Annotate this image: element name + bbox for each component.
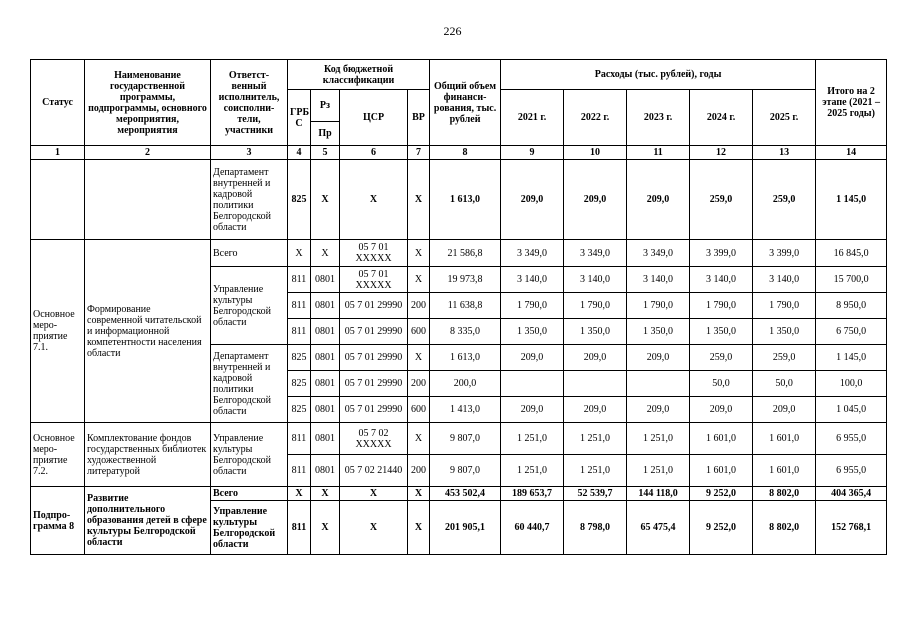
name-cell: Комплектование фондов государственных библиотек художественной литературой xyxy=(85,423,211,487)
year-2023-cell: 209,0 xyxy=(627,397,690,423)
year-2023-cell: 1 251,0 xyxy=(627,423,690,455)
year-2025-cell: 209,0 xyxy=(753,397,816,423)
header-2025: 2025 г. xyxy=(753,90,816,146)
rzpr-cell: X xyxy=(311,240,340,267)
header-name: Наименование государственной программы, подпрограммы, основного мероприятия, мероприятия xyxy=(85,60,211,146)
rzpr-cell: 0801 xyxy=(311,319,340,345)
year-2021-cell: 1 790,0 xyxy=(501,293,564,319)
column-index: 12 xyxy=(690,146,753,160)
header-budget-code: Код бюджетной классификации xyxy=(288,60,430,90)
vr-cell: 200 xyxy=(408,293,430,319)
csr-cell: X xyxy=(340,487,408,501)
header-2023: 2023 г. xyxy=(627,90,690,146)
year-2023-cell: 1 790,0 xyxy=(627,293,690,319)
page-number: 226 xyxy=(443,24,462,38)
grbs-cell: X xyxy=(288,487,311,501)
header-vr: ВР xyxy=(408,90,430,146)
status-cell: Основное меро-приятие 7.2. xyxy=(31,423,85,487)
vr-cell: X xyxy=(408,501,430,555)
status-cell xyxy=(31,160,85,240)
year-2022-cell: 8 798,0 xyxy=(564,501,627,555)
rzpr-cell: X xyxy=(311,501,340,555)
vr-cell: 200 xyxy=(408,455,430,487)
year-2025-cell: 3 140,0 xyxy=(753,267,816,293)
rzpr-cell: 0801 xyxy=(311,423,340,455)
year-2024-cell: 9 252,0 xyxy=(690,487,753,501)
year-2022-cell: 1 790,0 xyxy=(564,293,627,319)
stage2-cell: 6 955,0 xyxy=(816,423,887,455)
stage2-cell: 1 045,0 xyxy=(816,397,887,423)
year-2022-cell: 3 349,0 xyxy=(564,240,627,267)
column-index: 2 xyxy=(85,146,211,160)
column-index: 11 xyxy=(627,146,690,160)
year-2025-cell: 1 350,0 xyxy=(753,319,816,345)
total-cell: 8 335,0 xyxy=(430,319,501,345)
stage2-cell: 152 768,1 xyxy=(816,501,887,555)
header-2024: 2024 г. xyxy=(690,90,753,146)
responsible-cell: Департамент внутренней и кадровой политики Белгородской области xyxy=(211,345,288,423)
table-header xyxy=(31,60,887,160)
year-2025-cell: 259,0 xyxy=(753,345,816,371)
grbs-cell: 825 xyxy=(288,160,311,240)
grbs-cell: 811 xyxy=(288,423,311,455)
year-2023-cell xyxy=(627,371,690,397)
year-2024-cell: 209,0 xyxy=(690,397,753,423)
responsible-cell: Всего xyxy=(211,487,288,501)
year-2022-cell: 209,0 xyxy=(564,345,627,371)
header-status: Статус xyxy=(31,60,85,146)
year-2021-cell: 3 140,0 xyxy=(501,267,564,293)
year-2022-cell: 209,0 xyxy=(564,160,627,240)
year-2024-cell: 259,0 xyxy=(690,345,753,371)
header-csr: ЦСР xyxy=(340,90,408,146)
year-2022-cell: 1 251,0 xyxy=(564,423,627,455)
year-2023-cell: 1 350,0 xyxy=(627,319,690,345)
grbs-cell: 825 xyxy=(288,345,311,371)
csr-cell: X xyxy=(340,501,408,555)
header-stage2: Итого на 2 этапе (2021 – 2025 годы) xyxy=(816,60,887,146)
stage2-cell: 6 955,0 xyxy=(816,455,887,487)
column-index: 5 xyxy=(311,146,340,160)
total-cell: 1 613,0 xyxy=(430,160,501,240)
year-2023-cell: 144 118,0 xyxy=(627,487,690,501)
year-2024-cell: 50,0 xyxy=(690,371,753,397)
responsible-cell: Всего xyxy=(211,240,288,267)
grbs-cell: 825 xyxy=(288,397,311,423)
year-2021-cell: 1 251,0 xyxy=(501,455,564,487)
name-cell xyxy=(85,160,211,240)
year-2022-cell: 1 251,0 xyxy=(564,455,627,487)
year-2022-cell: 1 350,0 xyxy=(564,319,627,345)
stage2-cell: 404 365,4 xyxy=(816,487,887,501)
header-grbs: ГРБ С xyxy=(288,90,311,146)
header-expenses: Расходы (тыс. рублей), годы xyxy=(501,60,816,90)
stage2-cell: 1 145,0 xyxy=(816,345,887,371)
column-index: 14 xyxy=(816,146,887,160)
stage2-cell: 16 845,0 xyxy=(816,240,887,267)
vr-cell: 200 xyxy=(408,371,430,397)
year-2025-cell: 3 399,0 xyxy=(753,240,816,267)
total-cell: 19 973,8 xyxy=(430,267,501,293)
table-row xyxy=(31,487,887,501)
year-2021-cell: 189 653,7 xyxy=(501,487,564,501)
grbs-cell: 811 xyxy=(288,455,311,487)
stage2-cell: 100,0 xyxy=(816,371,887,397)
table-row xyxy=(31,160,887,240)
header-pr: Пр xyxy=(311,122,340,146)
total-cell: 200,0 xyxy=(430,371,501,397)
csr-cell: 05 7 01 29990 xyxy=(340,345,408,371)
vr-cell: X xyxy=(408,487,430,501)
stage2-cell: 6 750,0 xyxy=(816,319,887,345)
total-cell: 1 413,0 xyxy=(430,397,501,423)
rzpr-cell: X xyxy=(311,487,340,501)
column-index: 13 xyxy=(753,146,816,160)
year-2024-cell: 3 399,0 xyxy=(690,240,753,267)
year-2025-cell: 50,0 xyxy=(753,371,816,397)
year-2025-cell: 8 802,0 xyxy=(753,501,816,555)
vr-cell: X xyxy=(408,345,430,371)
grbs-cell: 811 xyxy=(288,501,311,555)
csr-cell: 05 7 01 XXXXX xyxy=(340,240,408,267)
year-2023-cell: 3 140,0 xyxy=(627,267,690,293)
vr-cell: X xyxy=(408,160,430,240)
csr-cell: 05 7 01 XXXXX xyxy=(340,267,408,293)
year-2024-cell: 1 601,0 xyxy=(690,423,753,455)
table-row xyxy=(31,240,887,267)
total-cell: 201 905,1 xyxy=(430,501,501,555)
grbs-cell: 811 xyxy=(288,293,311,319)
column-index: 10 xyxy=(564,146,627,160)
status-cell: Подпро-грамма 8 xyxy=(31,487,85,555)
rzpr-cell: 0801 xyxy=(311,371,340,397)
year-2025-cell: 1 601,0 xyxy=(753,423,816,455)
csr-cell: X xyxy=(340,160,408,240)
responsible-cell: Департамент внутренней и кадровой политики Белгородской области xyxy=(211,160,288,240)
column-index: 4 xyxy=(288,146,311,160)
year-2021-cell: 209,0 xyxy=(501,345,564,371)
year-2025-cell: 1 601,0 xyxy=(753,455,816,487)
year-2021-cell: 1 251,0 xyxy=(501,423,564,455)
year-2024-cell: 1 601,0 xyxy=(690,455,753,487)
total-cell: 21 586,8 xyxy=(430,240,501,267)
column-index: 7 xyxy=(408,146,430,160)
total-cell: 9 807,0 xyxy=(430,423,501,455)
year-2022-cell: 52 539,7 xyxy=(564,487,627,501)
column-index: 9 xyxy=(501,146,564,160)
vr-cell: 600 xyxy=(408,319,430,345)
year-2021-cell: 60 440,7 xyxy=(501,501,564,555)
csr-cell: 05 7 01 29990 xyxy=(340,397,408,423)
vr-cell: X xyxy=(408,423,430,455)
header-2022: 2022 г. xyxy=(564,90,627,146)
year-2023-cell: 65 475,4 xyxy=(627,501,690,555)
grbs-cell: 825 xyxy=(288,371,311,397)
responsible-cell: Управление культуры Белгородской области xyxy=(211,423,288,487)
column-index: 3 xyxy=(211,146,288,160)
rzpr-cell: 0801 xyxy=(311,267,340,293)
header-responsible: Ответст-венный исполнитель, соисполни-тели, участники xyxy=(211,60,288,146)
year-2024-cell: 1 790,0 xyxy=(690,293,753,319)
year-2025-cell: 1 790,0 xyxy=(753,293,816,319)
header-total: Общий объем финанси-рования, тыс. рублей xyxy=(430,60,501,146)
year-2025-cell: 259,0 xyxy=(753,160,816,240)
year-2022-cell: 3 140,0 xyxy=(564,267,627,293)
responsible-cell: Управление культуры Белгородской области xyxy=(211,267,288,345)
year-2021-cell: 1 350,0 xyxy=(501,319,564,345)
year-2024-cell: 259,0 xyxy=(690,160,753,240)
year-2023-cell: 209,0 xyxy=(627,345,690,371)
year-2023-cell: 209,0 xyxy=(627,160,690,240)
year-2024-cell: 3 140,0 xyxy=(690,267,753,293)
total-cell: 453 502,4 xyxy=(430,487,501,501)
csr-cell: 05 7 01 29990 xyxy=(340,319,408,345)
rzpr-cell: X xyxy=(311,160,340,240)
year-2021-cell: 209,0 xyxy=(501,397,564,423)
grbs-cell: X xyxy=(288,240,311,267)
stage2-cell: 1 145,0 xyxy=(816,160,887,240)
grbs-cell: 811 xyxy=(288,267,311,293)
year-2021-cell xyxy=(501,371,564,397)
stage2-cell: 8 950,0 xyxy=(816,293,887,319)
csr-cell: 05 7 02 XXXXX xyxy=(340,423,408,455)
rzpr-cell: 0801 xyxy=(311,293,340,319)
year-2024-cell: 1 350,0 xyxy=(690,319,753,345)
column-index: 6 xyxy=(340,146,408,160)
column-index-row xyxy=(31,146,887,160)
rzpr-cell: 0801 xyxy=(311,345,340,371)
rzpr-cell: 0801 xyxy=(311,455,340,487)
year-2024-cell: 9 252,0 xyxy=(690,501,753,555)
grbs-cell: 811 xyxy=(288,319,311,345)
csr-cell: 05 7 01 29990 xyxy=(340,293,408,319)
vr-cell: 600 xyxy=(408,397,430,423)
header-2021: 2021 г. xyxy=(501,90,564,146)
name-cell: Формирование современной читательской и информационной компетентности населения области xyxy=(85,240,211,423)
table-row xyxy=(31,423,887,455)
year-2023-cell: 1 251,0 xyxy=(627,455,690,487)
year-2023-cell: 3 349,0 xyxy=(627,240,690,267)
header-rz: Рз xyxy=(311,90,340,122)
column-index: 1 xyxy=(31,146,85,160)
year-2025-cell: 8 802,0 xyxy=(753,487,816,501)
rzpr-cell: 0801 xyxy=(311,397,340,423)
year-2022-cell xyxy=(564,371,627,397)
stage2-cell: 15 700,0 xyxy=(816,267,887,293)
total-cell: 1 613,0 xyxy=(430,345,501,371)
csr-cell: 05 7 02 21440 xyxy=(340,455,408,487)
year-2021-cell: 3 349,0 xyxy=(501,240,564,267)
vr-cell: X xyxy=(408,267,430,293)
name-cell: Развитие дополнительного образования детей в сфере культуры Белгородской области xyxy=(85,487,211,555)
budget-table xyxy=(30,59,887,555)
total-cell: 9 807,0 xyxy=(430,455,501,487)
vr-cell: X xyxy=(408,240,430,267)
responsible-cell: Управление культуры Белгородской области xyxy=(211,501,288,555)
csr-cell: 05 7 01 29990 xyxy=(340,371,408,397)
year-2022-cell: 209,0 xyxy=(564,397,627,423)
total-cell: 11 638,8 xyxy=(430,293,501,319)
status-cell: Основное меро-приятие 7.1. xyxy=(31,240,85,423)
year-2021-cell: 209,0 xyxy=(501,160,564,240)
column-index: 8 xyxy=(430,146,501,160)
